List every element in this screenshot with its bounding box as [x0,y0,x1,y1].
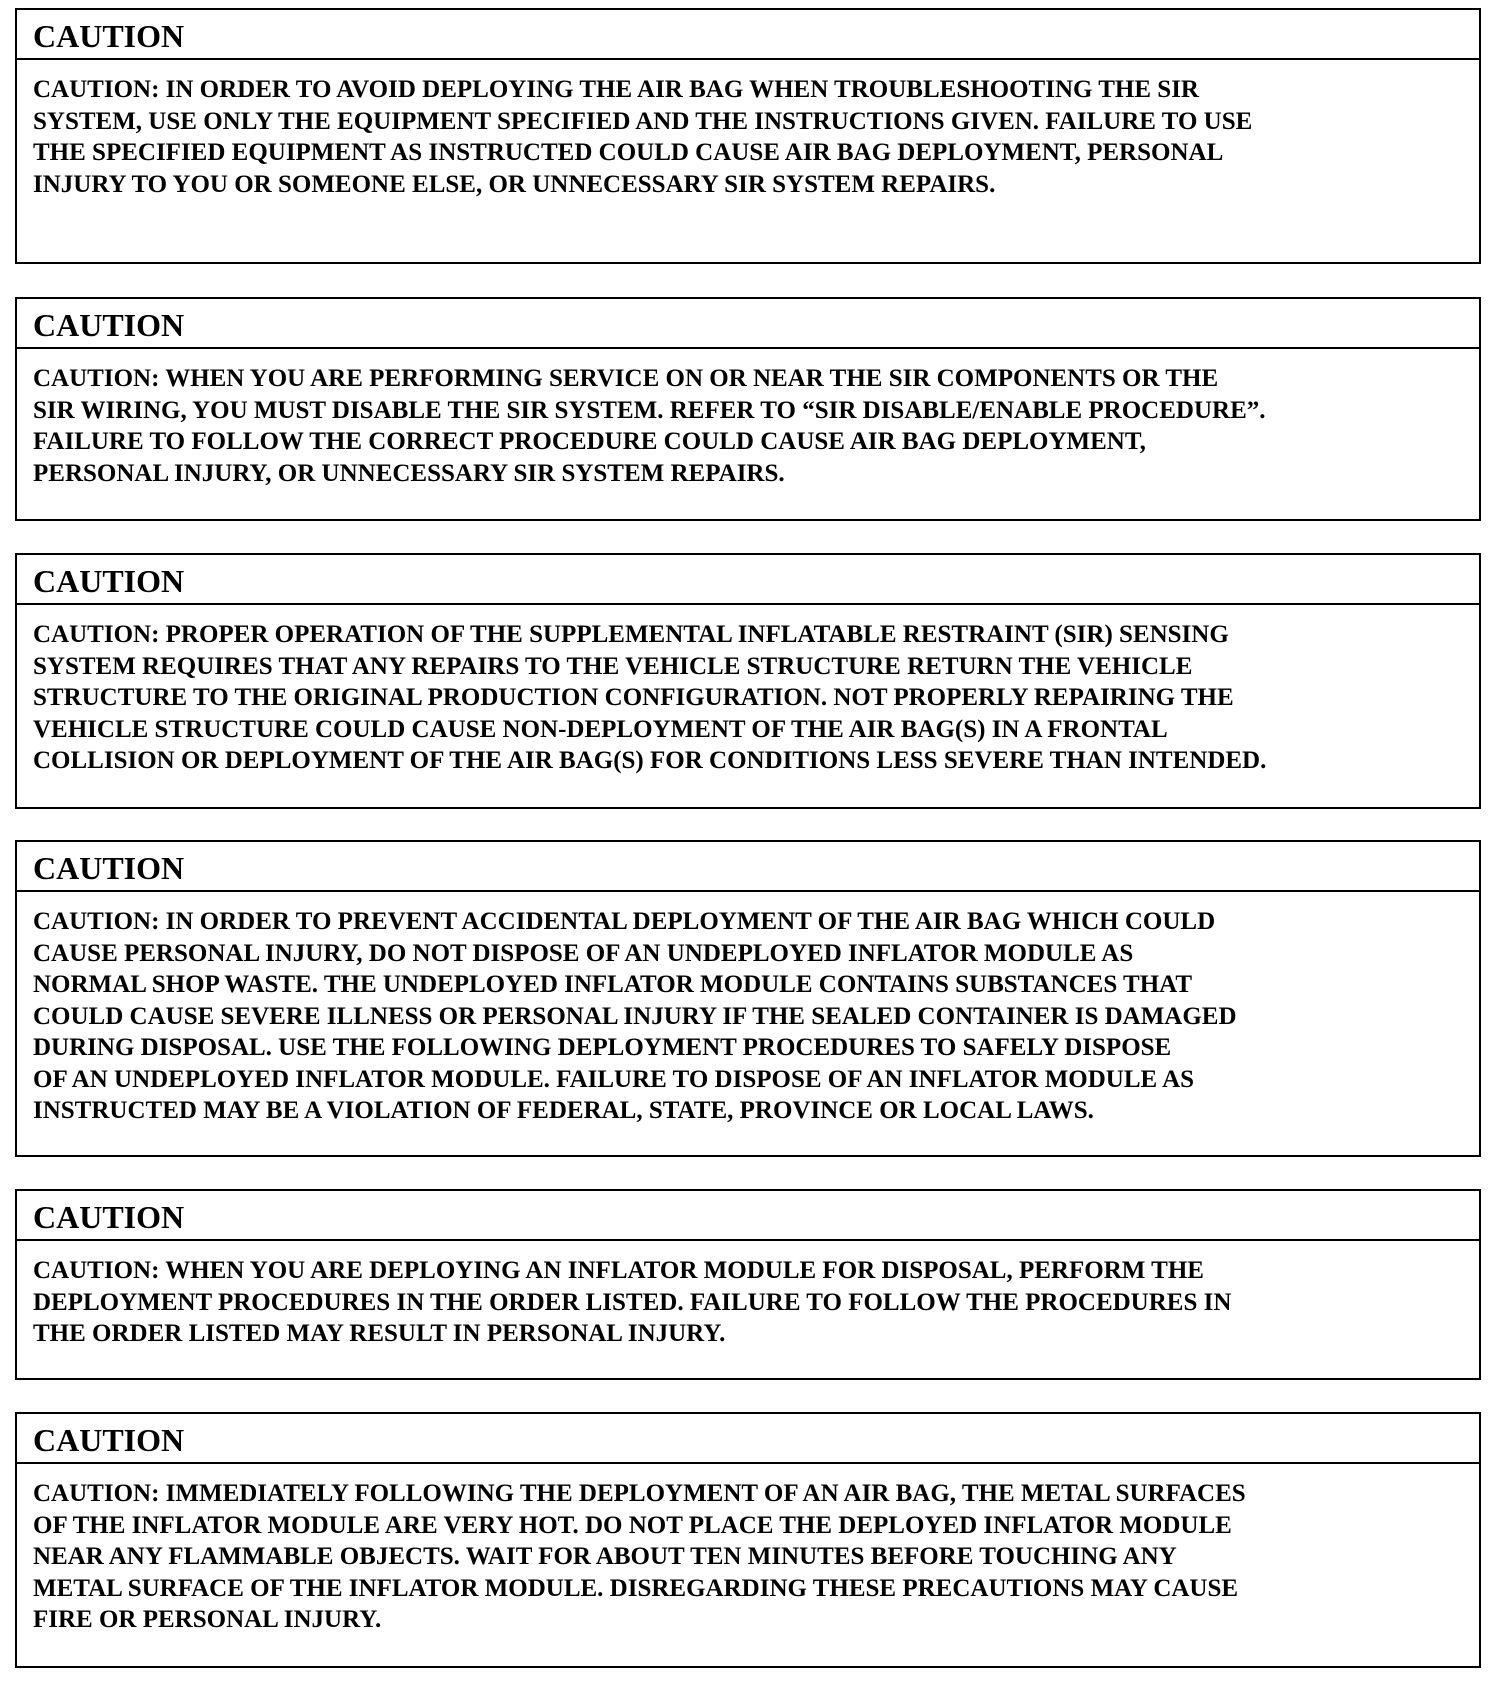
caution-line: OF THE INFLATOR MODULE ARE VERY HOT. DO NOT PLACE THE DEPLOYED INFLATOR MODULE [33,1511,1232,1539]
caution-line: COLLISION OR DEPLOYMENT OF THE AIR BAG(S) FOR CONDITIONS LESS SEVERE THAN INTENDED. [33,747,1267,774]
caution-header: CAUTION [17,842,1479,892]
caution-box-6 [15,1412,1481,1668]
caution-box-3 [15,553,1481,809]
caution-line: CAUTION: IN ORDER TO PREVENT ACCIDENTAL DEPLOYMENT OF THE AIR BAG WHICH COULD [33,908,1216,935]
caution-line: FAILURE TO FOLLOW THE CORRECT PROCEDURE COULD CAUSE AIR BAG DEPLOYMENT, [33,428,1146,455]
caution-line: CAUTION: WHEN YOU ARE PERFORMING SERVICE ON OR NEAR THE SIR COMPONENTS OR THE [33,365,1219,392]
caution-line: SYSTEM REQUIRES THAT ANY REPAIRS TO THE VEHICLE STRUCTURE RETURN THE VEHICLE [33,652,1193,680]
caution-text [17,605,1479,777]
caution-text [17,892,1479,1127]
caution-line: THE ORDER LISTED MAY RESULT IN PERSONAL INJURY. [33,1320,726,1347]
caution-line: DURING DISPOSAL. USE THE FOLLOWING DEPLOYMENT PROCEDURES TO SAFELY DISPOSE [33,1034,1172,1061]
caution-line: THE SPECIFIED EQUIPMENT AS INSTRUCTED COULD CAUSE AIR BAG DEPLOYMENT, PERSONAL [33,139,1224,166]
caution-box-5 [15,1189,1481,1380]
caution-line: CAUTION: PROPER OPERATION OF THE SUPPLEMENTAL INFLATABLE RESTRAINT (SIR) SENSING [33,621,1229,648]
caution-box-4 [15,840,1481,1157]
caution-line: NEAR ANY FLAMMABLE OBJECTS. WAIT FOR ABOUT TEN MINUTES BEFORE TOUCHING ANY [33,1543,1177,1570]
caution-line: VEHICLE STRUCTURE COULD CAUSE NON-DEPLOYMENT OF THE AIR BAG(S) IN A FRONTAL [33,715,1168,743]
caution-header: CAUTION [17,10,1479,60]
caution-line: SIR WIRING, YOU MUST DISABLE THE SIR SYSTEM. REFER TO “SIR DISABLE/ENABLE PROCEDURE”. [33,396,1266,424]
caution-line: DEPLOYMENT PROCEDURES IN THE ORDER LISTED. FAILURE TO FOLLOW THE PROCEDURES IN [33,1288,1232,1316]
caution-header: CAUTION [17,1414,1479,1464]
caution-line: METAL SURFACE OF THE INFLATOR MODULE. DISREGARDING THESE PRECAUTIONS MAY CAUSE [33,1574,1239,1602]
caution-text [17,1241,1479,1350]
caution-line: SYSTEM, USE ONLY THE EQUIPMENT SPECIFIED AND THE INSTRUCTIONS GIVEN. FAILURE TO USE [33,107,1253,135]
caution-text [17,349,1479,489]
caution-line: PERSONAL INJURY, OR UNNECESSARY SIR SYSTEM REPAIRS. [33,459,785,487]
caution-line: COULD CAUSE SEVERE ILLNESS OR PERSONAL INJURY IF THE SEALED CONTAINER IS DAMAGED [33,1002,1237,1030]
caution-line: OF AN UNDEPLOYED INFLATOR MODULE. FAILURE TO DISPOSE OF AN INFLATOR MODULE AS [33,1065,1195,1093]
caution-header: CAUTION [17,299,1479,349]
caution-line: STRUCTURE TO THE ORIGINAL PRODUCTION CONFIGURATION. NOT PROPERLY REPAIRING THE [33,684,1234,711]
caution-line: CAUTION: IMMEDIATELY FOLLOWING THE DEPLOYMENT OF AN AIR BAG, THE METAL SURFACES [33,1480,1246,1507]
caution-box-1 [15,8,1481,264]
caution-line: CAUSE PERSONAL INJURY, DO NOT DISPOSE OF AN UNDEPLOYED INFLATOR MODULE AS [33,939,1134,967]
caution-line: INJURY TO YOU OR SOMEONE ELSE, OR UNNECESSARY SIR SYSTEM REPAIRS. [33,170,996,198]
caution-line: FIRE OR PERSONAL INJURY. [33,1606,382,1633]
caution-line: NORMAL SHOP WASTE. THE UNDEPLOYED INFLATOR MODULE CONTAINS SUBSTANCES THAT [33,971,1193,998]
caution-header: CAUTION [17,555,1479,605]
caution-line: CAUTION: IN ORDER TO AVOID DEPLOYING THE AIR BAG WHEN TROUBLESHOOTING THE SIR [33,76,1199,103]
caution-box-2 [15,297,1481,521]
caution-line: CAUTION: WHEN YOU ARE DEPLOYING AN INFLATOR MODULE FOR DISPOSAL, PERFORM THE [33,1257,1204,1284]
caution-text [17,60,1479,200]
caution-header: CAUTION [17,1191,1479,1241]
caution-line: INSTRUCTED MAY BE A VIOLATION OF FEDERAL, STATE, PROVINCE OR LOCAL LAWS. [33,1097,1094,1124]
caution-text [17,1464,1479,1636]
